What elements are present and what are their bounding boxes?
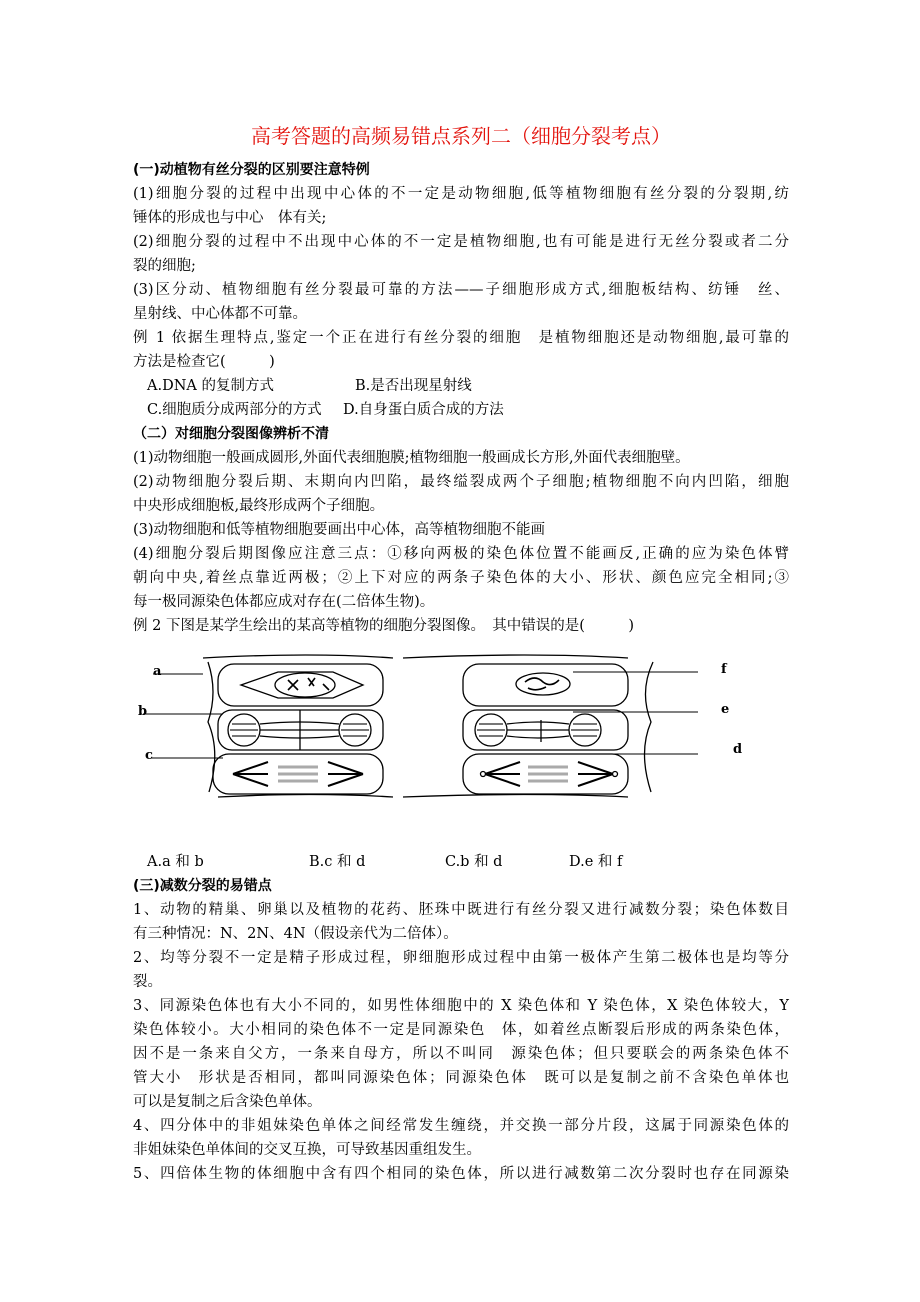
paragraph-line: 有三种情况：N、2N、4N（假设亲代为二倍体）。 [133,926,458,942]
document-page [133,122,789,1186]
options-row [133,374,789,398]
paragraph-line: (2)细胞分裂的过程中不出现中心体的不一定是植物细胞,也有可能是进行无丝分裂或者二分 [133,234,789,250]
paragraph-line: 例 2 下图是某学生绘出的某高等植物的细胞分裂图像。 其中错误的是( ) [133,618,635,634]
paragraph-line: (2)动物细胞分裂后期、末期向内凹陷，最终缢裂成两个子细胞;植物细胞不向内凹陷，细胞 [133,474,789,490]
paragraph-line: 3、同源染色体也有大小不同的，如男性体细胞中的 X 染色体和 Y 染色体，X 染色体较大，Y [133,998,789,1014]
cell-division-diagram [133,642,789,842]
section-heading: (一)动植物有丝分裂的区别要注意特例 [133,162,370,178]
label-e: e [721,702,730,717]
paragraph-line: 星射线、中心体都不可靠。 [133,306,307,322]
paragraph-line: 方法是检查它( ) [133,354,275,370]
options-row [133,850,789,874]
options-row [133,398,789,422]
option-a: A.a 和 b [147,854,204,870]
cell-division-figure [133,642,789,842]
option-d: D.e 和 f [569,854,623,870]
option-d: D.自身蛋白质合成的方法 [343,402,504,418]
paragraph-line: 管大小 形状是否相同，都叫同源染色体；同源染色体 既可以是复制之前不含染色单体也 [133,1070,789,1086]
paragraph-line: 1、动物的精巢、卵巢以及植物的花药、胚珠中既进行有丝分裂又进行减数分裂；染色体数目 [133,902,789,918]
paragraph-line: 裂。 [133,974,162,990]
paragraph-line: (1)细胞分裂的过程中出现中心体的不一定是动物细胞,低等植物细胞有丝分裂的分裂期,纺 [133,186,789,202]
paragraph-line: (4)细胞分裂后期图像应注意三点：①移向两极的染色体位置不能画反,正确的应为染色体臂 [133,546,789,562]
option-b: B.c 和 d [309,854,366,870]
paragraph-line: (1)动物细胞一般画成圆形,外面代表细胞膜;植物细胞一般画成长方形,外面代表细胞壁。 [133,450,690,466]
option-c: C.细胞质分成两部分的方式 [147,402,322,418]
option-b: B.是否出现星射线 [355,378,472,394]
paragraph-line: 朝向中央,着丝点靠近两极；②上下对应的两条子染色体的大小、形状、颜色应完全相同;③ [133,570,789,586]
label-c: c [145,748,153,763]
label-b: b [138,704,148,719]
paragraph-line: 裂的细胞; [133,258,196,274]
paragraph-line: 4、四分体中的非姐妹染色单体之间经常发生缠绕，并交换一部分片段，这属于同源染色体的 [133,1118,789,1134]
paragraph-line: 锤体的形成也与中心 体有关; [133,210,327,226]
section-heading: （二）对细胞分裂图像辨析不清 [133,426,329,442]
paragraph-line: 因不是一条来自父方，一条来自母方，所以不叫同 源染色体；但只要联会的两条染色体不 [133,1046,789,1062]
paragraph-line: (3)区分动、植物细胞有丝分裂最可靠的方法——子细胞形成方式,细胞板结构、纺锤 丝、 [133,282,789,298]
paragraph-line: 染色体较小。大小相同的染色体不一定是同源染色 体，如着丝点断裂后形成的两条染色体， [133,1022,789,1038]
paragraph-line: 5、四倍体生物的体细胞中含有四个相同的染色体，所以进行减数第二次分裂时也存在同源染 [133,1166,789,1182]
option-c: C.b 和 d [445,854,503,870]
label-a: a [153,664,162,679]
paragraph-line: 每一极同源染色体都应成对存在(二倍体生物)。 [133,594,435,610]
label-d: d [733,742,743,757]
document-title: 高考答题的高频易错点系列二（细胞分裂考点） [251,124,671,148]
paragraph-line: 中央形成细胞板,最终形成两个子细胞。 [133,498,385,514]
section-heading: (三)减数分裂的易错点 [133,878,272,894]
paragraph-line: 例 1 依据生理特点,鉴定一个正在进行有丝分裂的细胞 是植物细胞还是动物细胞,最可靠的 [133,330,789,346]
option-a: A.DNA 的复制方式 [147,378,274,394]
paragraph-line: 非姐妹染色单体间的交叉互换，可导致基因重组发生。 [133,1142,481,1158]
paragraph-line: (3)动物细胞和低等植物细胞要画出中心体，高等植物细胞不能画 [133,522,546,538]
label-f: f [721,662,727,677]
paragraph-line: 2、均等分裂不一定是精子形成过程，卵细胞形成过程中由第一极体产生第二极体也是均等分 [133,950,789,966]
paragraph-line: 可以是复制之后含染色单体。 [133,1094,322,1110]
